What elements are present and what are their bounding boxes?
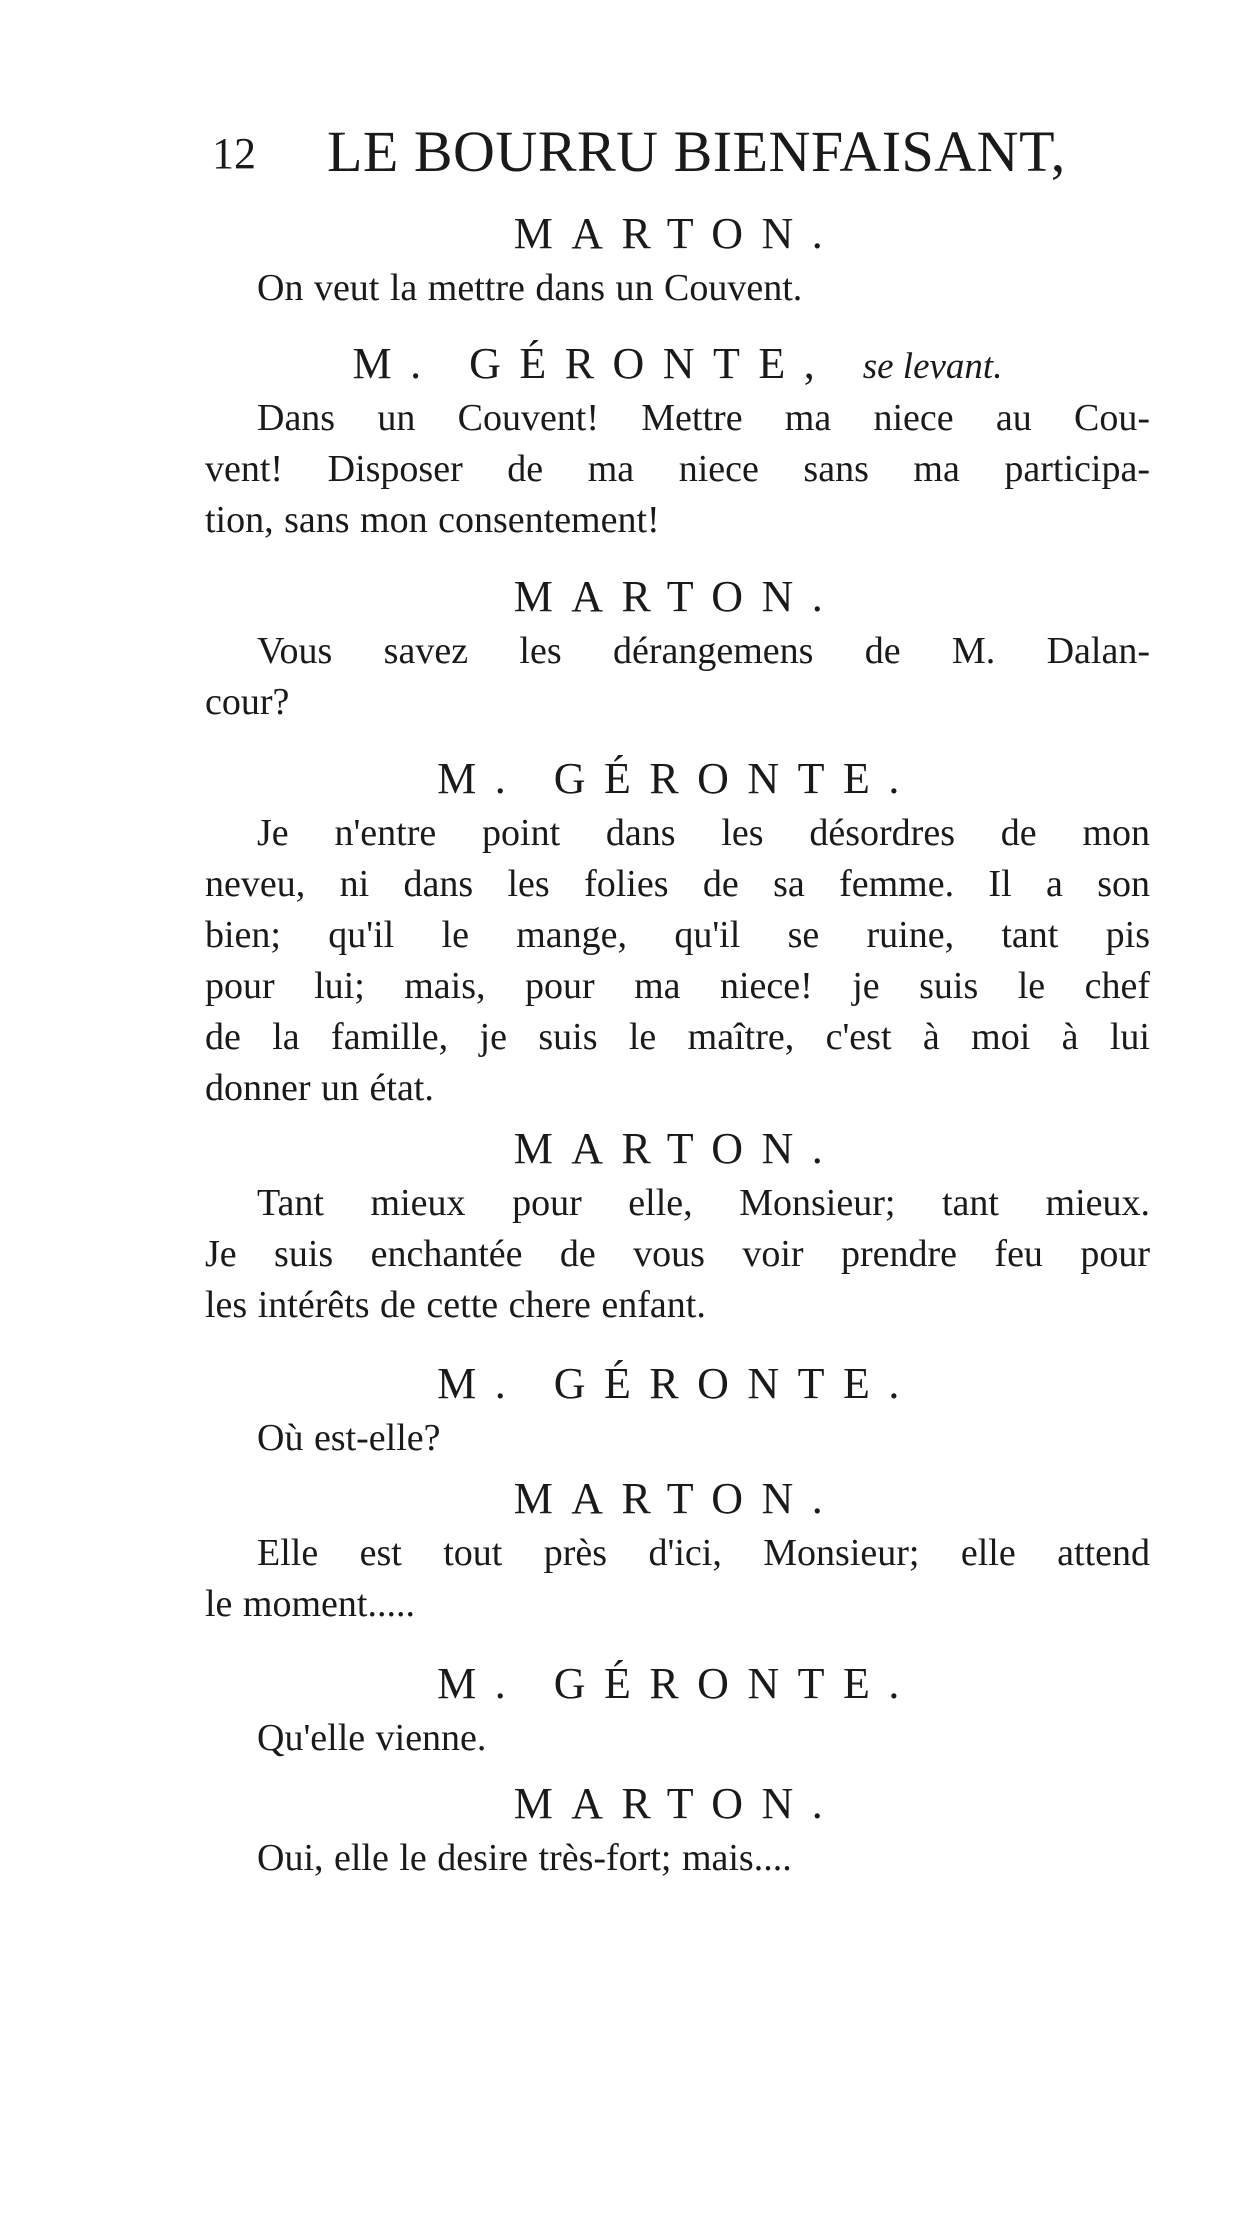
- speech-text: [205, 1713, 1150, 1764]
- speaker-name: M. GÉRONTE,: [352, 339, 834, 388]
- speaker-name: M. GÉRONTE.: [437, 1659, 918, 1708]
- speech-line: donner un état.: [205, 1067, 434, 1109]
- speech-line: Je n'entre point dans les désordres de mon: [257, 812, 1150, 854]
- speech-line: tion, sans mon consentement!: [205, 499, 660, 541]
- speech-line: bien; qu'il le mange, qu'il se ruine, tant pis: [205, 914, 1150, 956]
- speech-line: de la famille, je suis le maître, c'est à moi à lui: [205, 1016, 1150, 1058]
- speech-line: Qu'elle vienne.: [257, 1717, 487, 1759]
- speech-line: Elle est tout près d'ici, Monsieur; elle attend: [257, 1532, 1150, 1574]
- speech-line: Dans un Couvent! Mettre ma niece au Cou-: [257, 397, 1150, 439]
- dialogue-block: [205, 1355, 1150, 1464]
- speech-text: [205, 393, 1150, 546]
- speaker-name: MARTON.: [513, 1124, 842, 1173]
- speaker-name: MARTON.: [513, 1474, 842, 1523]
- speech-text: [205, 808, 1150, 1114]
- dialogue-block: [205, 750, 1150, 1114]
- speaker-name: M. GÉRONTE.: [437, 1359, 918, 1408]
- speech-line: Vous savez les dérangemens de M. Dalan-: [257, 630, 1150, 672]
- speech-line: vent! Disposer de ma niece sans ma participa-: [205, 448, 1150, 490]
- running-title: LE BOURRU BIENFAISANT,: [327, 119, 1066, 184]
- page-number: 12: [212, 129, 256, 178]
- page-header: [212, 118, 1132, 198]
- speech-text: [205, 1528, 1150, 1630]
- speech-line: Oui, elle le desire très-fort; mais....: [257, 1837, 792, 1879]
- speaker-heading: [205, 335, 1150, 393]
- speech-text: [205, 1178, 1150, 1331]
- dialogue-block: [205, 335, 1150, 546]
- dialogue-block: [205, 1775, 1150, 1884]
- speech-line: Tant mieux pour elle, Monsieur; tant mieux.: [257, 1182, 1150, 1224]
- speech-text: [205, 1413, 1150, 1464]
- dialogue-block: [205, 1470, 1150, 1630]
- speech-line: Où est-elle?: [257, 1417, 441, 1459]
- speech-line: neveu, ni dans les folies de sa femme. Il a son: [205, 863, 1150, 905]
- speech-text: [205, 263, 1150, 314]
- speech-line: cour?: [205, 681, 290, 723]
- dialogue-block: [205, 1655, 1150, 1764]
- speech-line: On veut la mettre dans un Couvent.: [257, 267, 803, 309]
- dialogue-block: [205, 205, 1150, 314]
- speech-line: pour lui; mais, pour ma niece! je suis le chef: [205, 965, 1150, 1007]
- speech-text: [205, 1833, 1150, 1884]
- speech-line: Je suis enchantée de vous voir prendre feu pour: [205, 1233, 1150, 1275]
- speaker-name: MARTON.: [513, 572, 842, 621]
- speech-line: le moment.....: [205, 1583, 415, 1625]
- speaker-name: MARTON.: [513, 1779, 842, 1828]
- speech-text: [205, 626, 1150, 728]
- stage-direction: se levant.: [862, 346, 1003, 387]
- speech-line: les intérêts de cette chere enfant.: [205, 1284, 706, 1326]
- speaker-name: MARTON.: [513, 209, 842, 258]
- dialogue-block: [205, 568, 1150, 728]
- dialogue-block: [205, 1120, 1150, 1331]
- speaker-name: M. GÉRONTE.: [437, 754, 918, 803]
